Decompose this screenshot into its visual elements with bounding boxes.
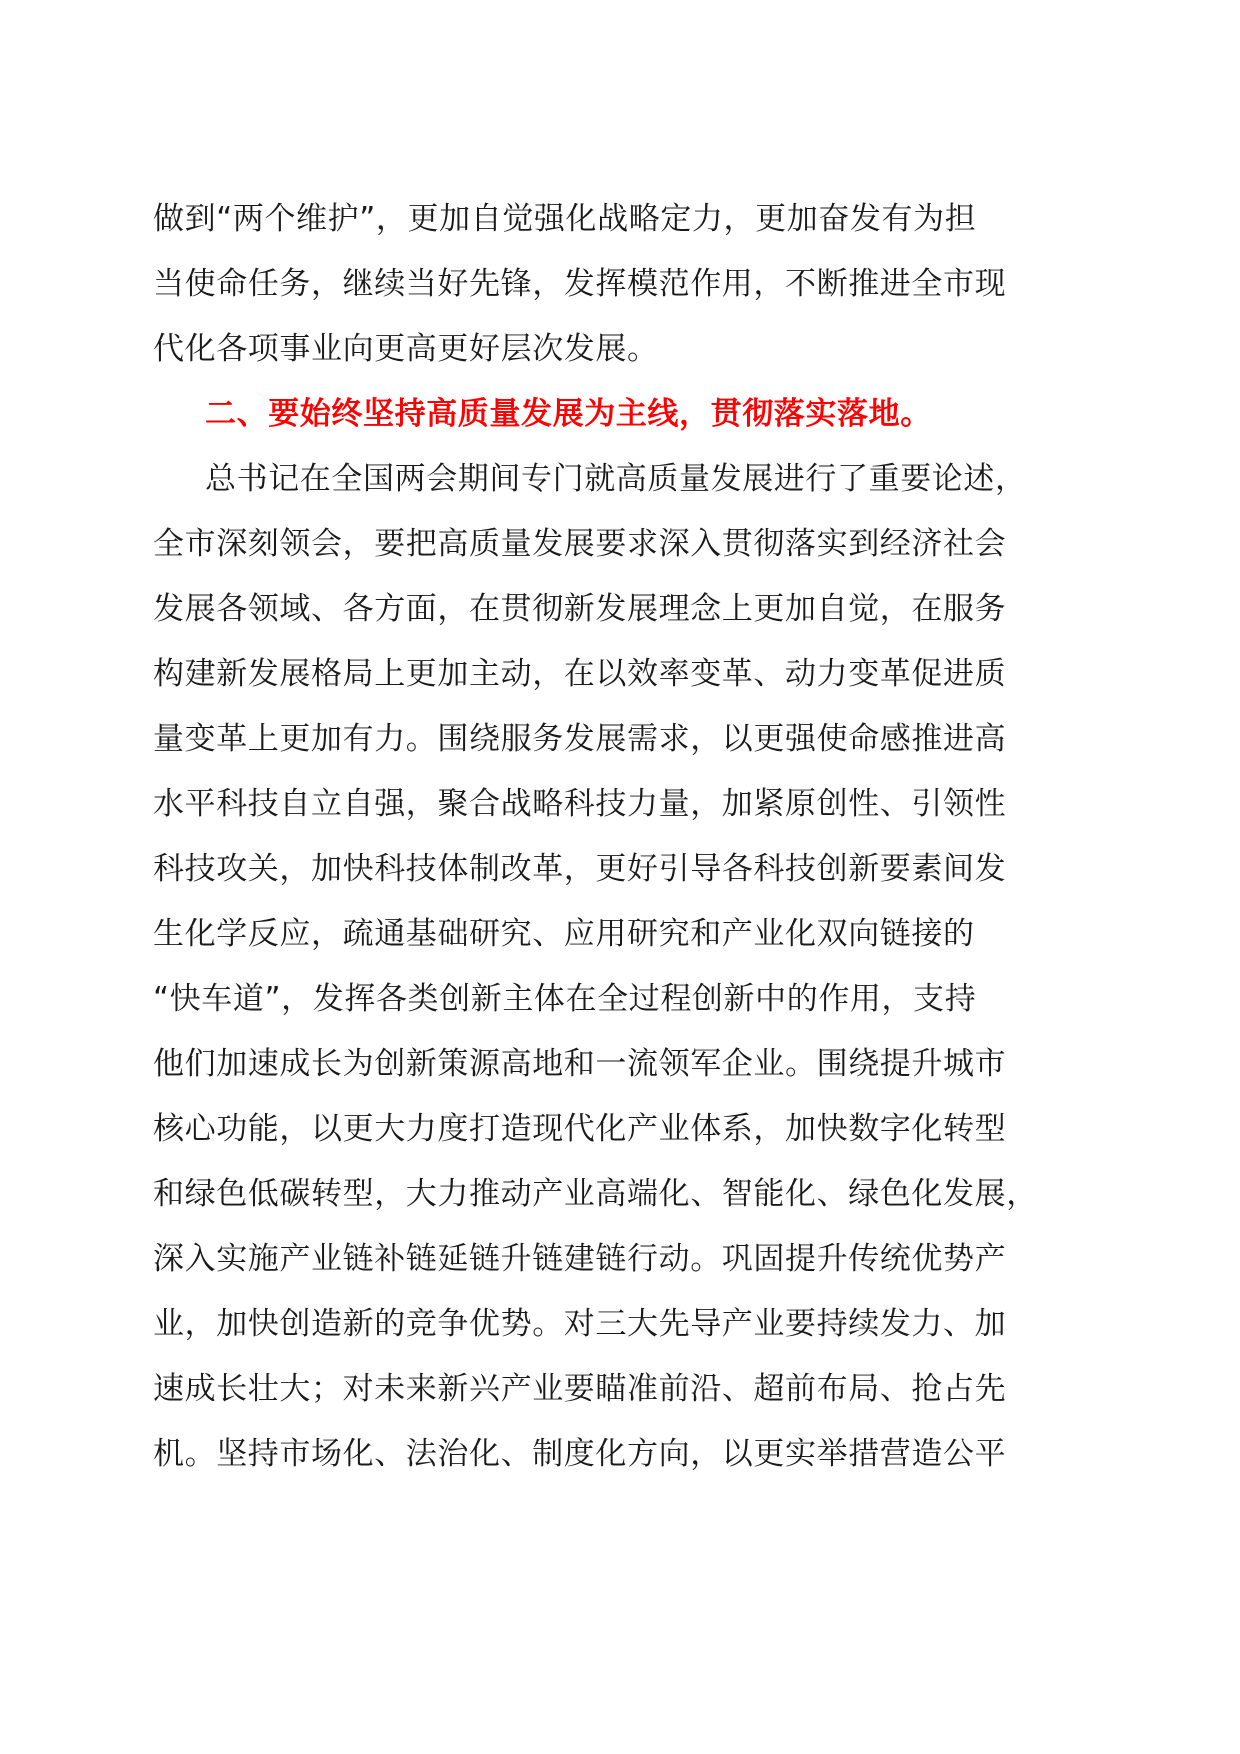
paragraph-2-line: 核心功能，以更大力度打造现代化产业体系，加快数字化转型 [153,1111,1007,1147]
paragraph-2-line: 他们加速成长为创新策源高地和一流领军企业。围绕提升城市 [153,1046,1007,1082]
paragraph-1-line: 代化各项事业向更高更好层次发展。 [153,331,659,367]
section-heading: 二、要始终坚持高质量发展为主线，贯彻落实落地。 [205,396,932,432]
paragraph-2-line: 全市深刻领会，要把高质量发展要求深入贯彻落实到经济社会 [153,526,1007,562]
document-body [153,187,1089,1487]
paragraph-1-line: 当使命任务，继续当好先锋，发挥模范作用，不断推进全市现 [153,266,1007,302]
paragraph-2-line: 速成长壮大；对未来新兴产业要瞄准前沿、超前布局、抢占先 [153,1371,1007,1407]
paragraph-2-line: 生化学反应，疏通基础研究、应用研究和产业化双向链接的 [153,916,975,952]
paragraph-2-line: 业，加快创造新的竞争优势。对三大先导产业要持续发力、加 [153,1306,1007,1342]
paragraph-2-line: 发展各领域、各方面，在贯彻新发展理念上更加自觉，在服务 [153,591,1007,627]
paragraph-2-line: 机。坚持市场化、法治化、制度化方向，以更实举措营造公平 [153,1436,1007,1472]
paragraph-2-line: 和绿色低碳转型，大力推动产业高端化、智能化、绿色化发展， [153,1176,1038,1212]
paragraph-2-line: 深入实施产业链补链延链升链建链行动。巩固提升传统优势产 [153,1241,1007,1277]
paragraph-2-line: 水平科技自立自强，聚合战略科技力量，加紧原创性、引领性 [153,786,1007,822]
paragraph-1-line: 做到“两个维护”，更加自觉强化战略定力，更加奋发有为担 [153,201,977,237]
paragraph-2-line: 构建新发展格局上更加主动，在以效率变革、动力变革促进质 [153,656,1007,692]
paragraph-2-line: 科技攻关，加快科技体制改革，更好引导各科技创新要素间发 [153,851,1007,887]
paragraph-2-line: 总书记在全国两会期间专门就高质量发展进行了重要论述， [205,461,1027,497]
paragraph-2-line: 量变革上更加有力。围绕服务发展需求，以更强使命感推进高 [153,721,1007,757]
paragraph-2-line: “快车道”，发挥各类创新主体在全过程创新中的作用，支持 [153,981,977,1017]
